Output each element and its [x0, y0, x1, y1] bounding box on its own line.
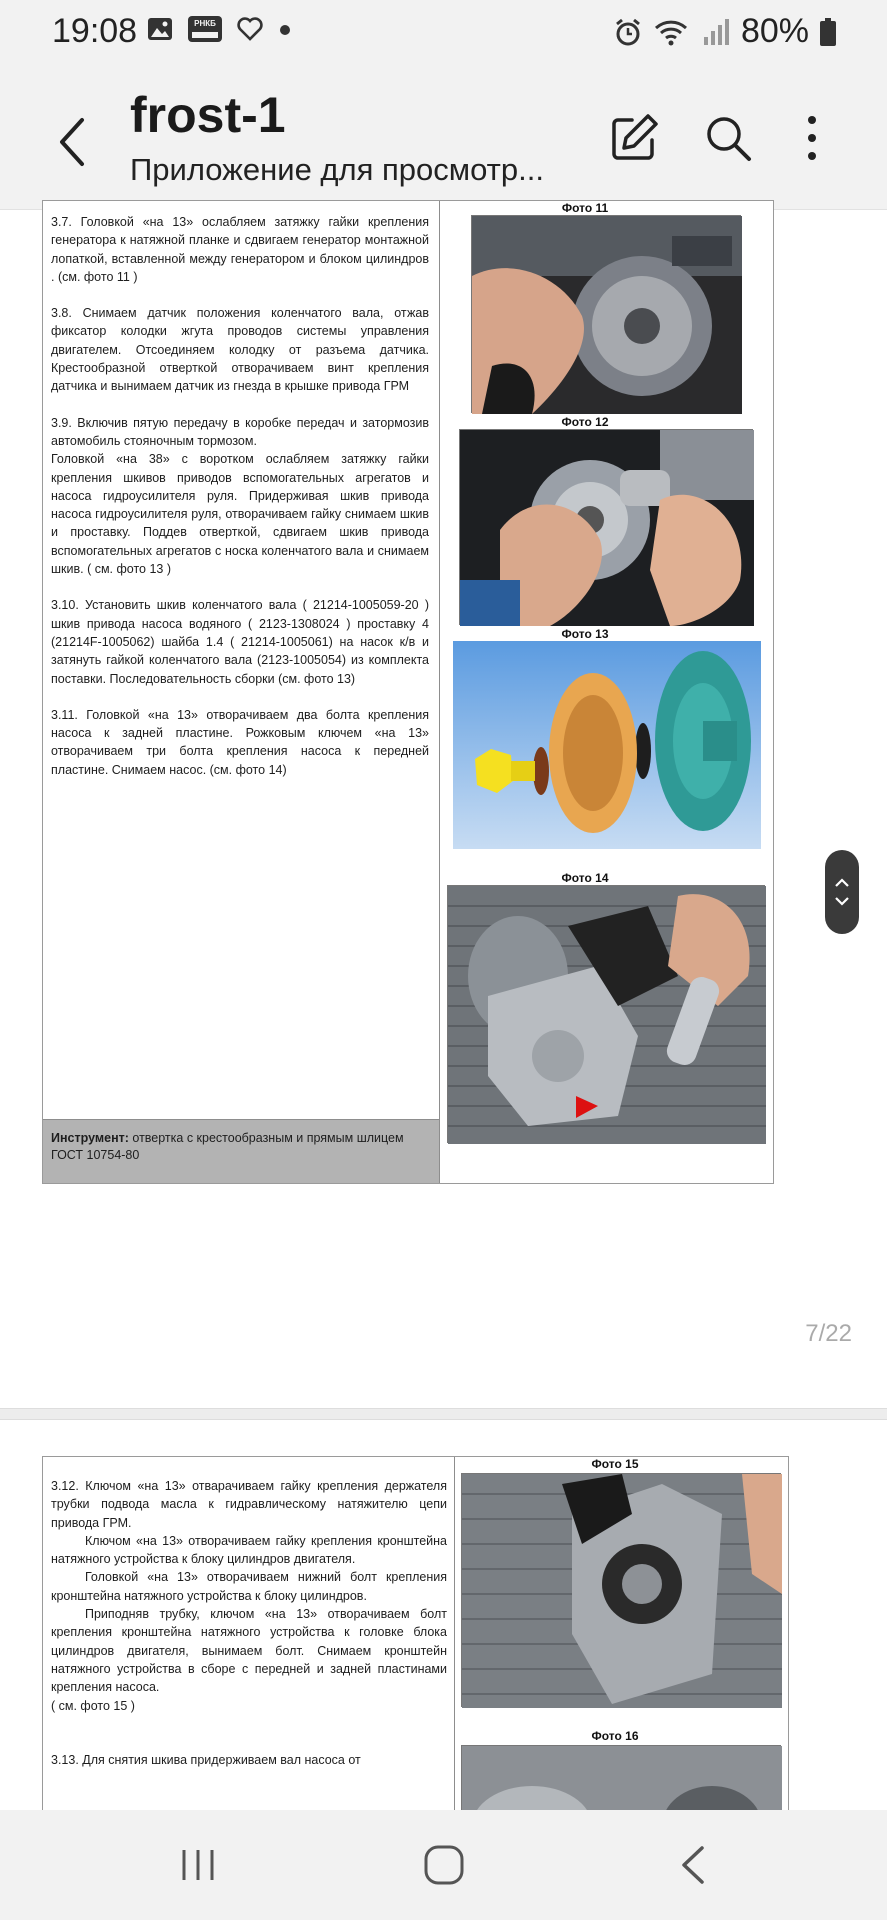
dot-icon — [278, 16, 292, 42]
back-arrow-icon[interactable] — [52, 112, 92, 172]
paragraph-3-10: 3.10. Установить шкив коленчатого вала ( 21214-1005059-20 ) шкив привода насоса водяного ( 2123-1308024 ) проставку 4 (21214F-1005062) шайба 1.4 ( 21214-1005061) на насок к/в и затянуть гайкой коленчатого вала (2123-1005054) из комплекта поставки. Последовательность сборки (см. фото 13) — [51, 598, 429, 686]
home-icon[interactable] — [414, 1840, 474, 1890]
more-options-icon[interactable] — [784, 110, 840, 166]
photo-13 — [453, 641, 761, 849]
page-indicator: 7/22 — [805, 1320, 852, 1347]
document-page-8 — [42, 1456, 789, 1856]
recent-apps-icon[interactable] — [168, 1840, 228, 1890]
paragraph-3-12-b: Ключом «на 13» отворачиваем гайку крепления кронштейна натяжного устройства к блоку цилиндров двигателя. — [51, 1533, 447, 1567]
heart-icon — [236, 16, 264, 42]
caption-photo-16: Фото 16 — [591, 1729, 639, 1743]
scroll-up-icon[interactable] — [833, 877, 851, 889]
paragraph-3-7: 3.7. Головкой «на 13» ослабляем затяжку гайки крепления генератора к натяжной планке и сдвигаем генератор монтажной лопаткой, вставленной между генератором и блоком цилиндров . (см. фото 11 ) — [51, 215, 429, 284]
paragraph-3-12-ref: ( см. фото 15 ) — [51, 1698, 135, 1713]
edit-icon[interactable] — [606, 110, 662, 166]
status-bar — [0, 0, 887, 68]
status-right — [613, 12, 837, 51]
wifi-icon — [653, 17, 691, 47]
app-bar — [0, 68, 887, 210]
system-nav-bar — [0, 1810, 887, 1920]
paragraph-3-12: 3.12. Ключом «на 13» отварачиваем гайку крепления держателя трубки подвода масла к гидравлическому натяжителю цепи привода ГРМ. — [51, 1479, 447, 1530]
column-divider — [439, 201, 440, 1183]
battery-percent: 80% — [740, 12, 809, 50]
fast-scroll-handle[interactable] — [825, 850, 859, 934]
document-page-7 — [42, 200, 774, 1184]
notification-icons — [146, 16, 292, 42]
instructions-column-2 — [51, 1477, 447, 1769]
paragraph-3-13: 3.13. Для снятия шкива придерживаем вал насоса от — [51, 1752, 361, 1767]
photo-11 — [471, 215, 741, 413]
signal-icon — [701, 17, 731, 47]
alarm-icon — [613, 17, 643, 47]
bank-badge-text: РНКБ — [194, 19, 216, 28]
page-subtitle: Приложение для просмотр... — [130, 152, 544, 187]
nav-back-icon[interactable] — [664, 1840, 724, 1890]
photo-15 — [461, 1473, 781, 1707]
gallery-icon — [146, 16, 174, 42]
battery-icon — [819, 17, 837, 47]
caption-photo-12: Фото 12 — [561, 415, 609, 429]
caption-photo-14: Фото 14 — [561, 871, 609, 885]
caption-photo-11: Фото 11 — [561, 201, 609, 215]
photo-14 — [447, 885, 765, 1143]
status-time: 19:08 — [52, 12, 138, 50]
tool-label: Инструмент: — [51, 1131, 129, 1145]
search-icon[interactable] — [700, 110, 756, 166]
paragraph-3-12-d: Приподняв трубку, ключом «на 13» отворачиваем болт крепления кронштейна натяжного устройства к головке блока цилиндров двигателя, вынимаем болт. Снимаем кронштейн натяжного устройства в сборе с передней и задней пластинами крепления насоса. — [51, 1607, 447, 1695]
instructions-column — [51, 213, 429, 797]
paragraph-3-11: 3.11. Головкой «на 13» отворачиваем два болта крепления насоса к задней пластине. Рожковым ключем «на 13» отворачиваем три болта крепления насоса к передней пластине. Снимаем насос. (см. фото 14) — [51, 707, 429, 777]
bank-icon — [188, 16, 222, 42]
photo-12 — [459, 429, 753, 625]
paragraph-3-8: 3.8. Снимаем датчик положения коленчатого вала, отжав фиксатор колодки жгута проводов системы управления двигателем. Отсоединяем колодку от разъема датчика. Крестообразной отверткой отворачиваем винт крепления датчика и вынимаем датчик из гнезда в крышке привода ГРМ — [51, 306, 429, 394]
paragraph-3-9: 3.9. Включив пятую передачу в коробке передач и затормозив автомобиль стояночным тормозом. Головкой «на 38» с воротком ослабляем затяжку гайки крепления шкивов приводов вспомогательных агрегатов и насоса гидроусилителя руля. Придерживая шкив привода насоса гидроусилителя руля, отворачиваем гайку снимаем шкив и проставку. Поддев отверткой, сдвигаем шкив привода вспомогательных агрегатов с носка коленчатого вала и снимаем шкив. ( см. фото 13 ) — [51, 415, 429, 577]
document-viewer[interactable] — [0, 201, 887, 1810]
page-title: frost-1 — [130, 87, 286, 143]
column-divider-2 — [454, 1457, 455, 1857]
scroll-down-icon[interactable] — [833, 895, 851, 907]
tool-text: отвертка с крестообразным и прямым шлицем ГОСТ 10754-80 — [51, 1131, 404, 1162]
paragraph-3-12-c: Головкой «на 13» отворачиваем нижний болт крепления кронштейна натяжного устройства к блоку цилиндров. — [51, 1570, 447, 1603]
caption-photo-15: Фото 15 — [591, 1457, 639, 1471]
tool-box — [43, 1119, 439, 1183]
caption-photo-13: Фото 13 — [561, 627, 609, 641]
page-separator — [0, 1408, 887, 1420]
